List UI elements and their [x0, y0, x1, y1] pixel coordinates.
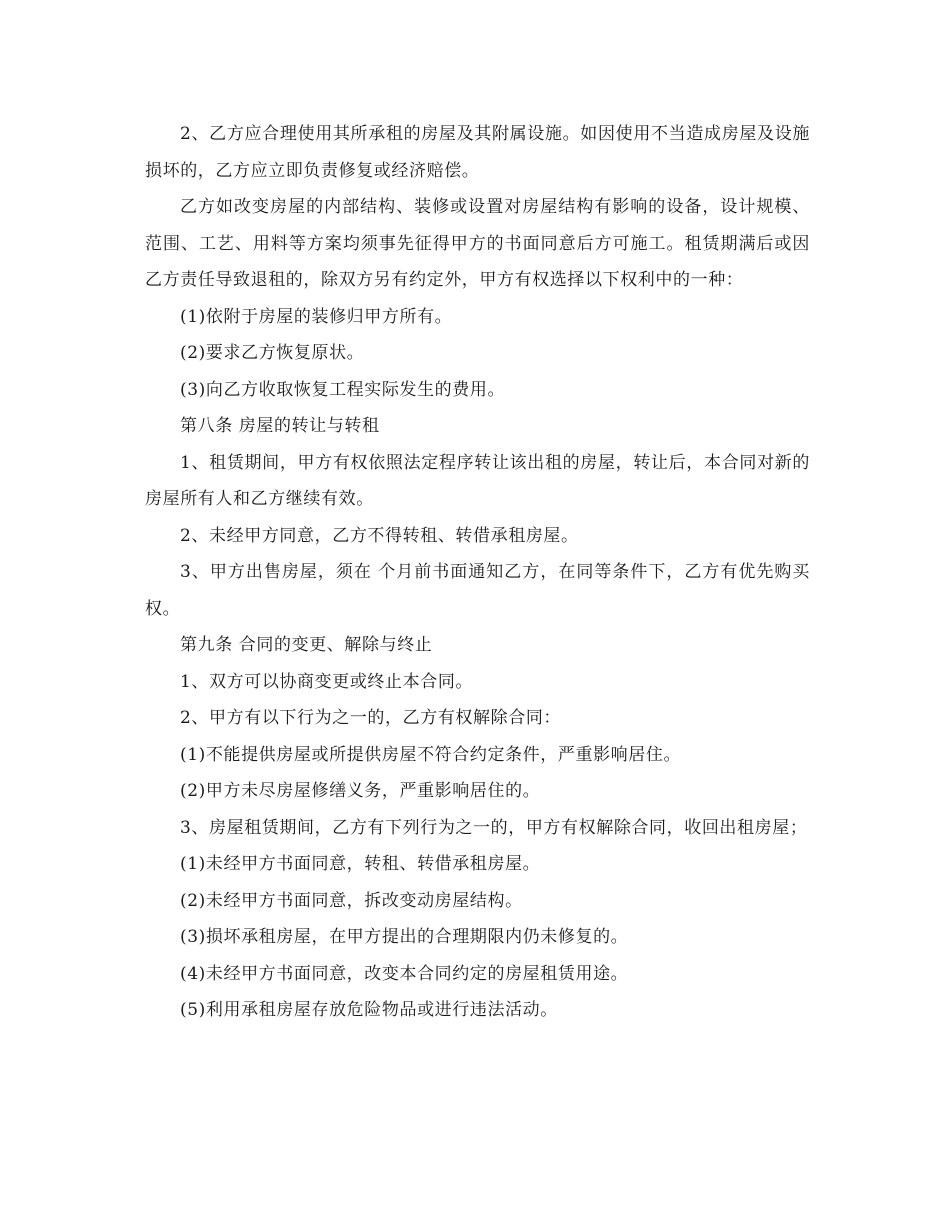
paragraph: 1、双方可以协商变更或终止本合同。	[180, 671, 474, 692]
paragraph: 2、甲方有以下行为之一的，乙方有权解除合同：	[180, 708, 562, 728]
list-item: (1)未经甲方书面同意，转租、转借承租房屋。	[180, 854, 541, 874]
list-item: (2)未经甲方书面同意，拆改变动房屋结构。	[180, 890, 523, 911]
paragraph: 乙方如改变房屋的内部结构、装修或设置对房屋结构有影响的设备，设计规模、范围、工艺、用料等方案均须事先征得甲方的书面同意后方可施工。租赁期满后或因乙方责任导致退租的，除双方另有约定外，甲方有权选择以下权利中的一种：	[145, 197, 810, 290]
section-heading: 第八条 房屋的转让与转租	[180, 416, 380, 436]
paragraph: 2、未经甲方同意，乙方不得转租、转借承租房屋。	[180, 525, 579, 546]
list-item: (3)向乙方收取恢复工程实际发生的费用。	[180, 379, 506, 400]
paragraph: 3、甲方出售房屋，须在 个月前书面通知乙方，在同等条件下，乙方有优先购买权。	[145, 562, 810, 619]
list-item: (2)要求乙方恢复原状。	[180, 343, 365, 363]
document-page	[145, 116, 810, 1029]
list-item: (1)依附于房屋的装修归甲方所有。	[180, 306, 453, 327]
list-item: (3)损坏承租房屋，在甲方提出的合理期限内仍未修复的。	[180, 927, 629, 947]
list-item: (1)不能提供房屋或所提供房屋不符合约定条件，严重影响居住。	[180, 744, 682, 765]
section-heading: 第九条 合同的变更、解除与终止	[180, 635, 433, 655]
paragraph: 1、租赁期间，甲方有权依照法定程序转让该出租的房屋，转让后，本合同对新的房屋所有人和乙方继续有效。	[145, 452, 810, 509]
list-item: (5)利用承租房屋存放危险物品或进行违法活动。	[180, 1000, 558, 1020]
list-item: (2)甲方未尽房屋修缮义务，严重影响居住的。	[180, 781, 541, 801]
paragraph: 3、房屋租赁期间，乙方有下列行为之一的，甲方有权解除合同，收回出租房屋；	[180, 817, 808, 838]
list-item: (4)未经甲方书面同意，改变本合同约定的房屋租赁用途。	[180, 963, 629, 984]
paragraph: 2、乙方应合理使用其所承租的房屋及其附属设施。如因使用不当造成房屋及设施损坏的，乙方应立即负责修复或经济赔偿。	[145, 124, 810, 181]
